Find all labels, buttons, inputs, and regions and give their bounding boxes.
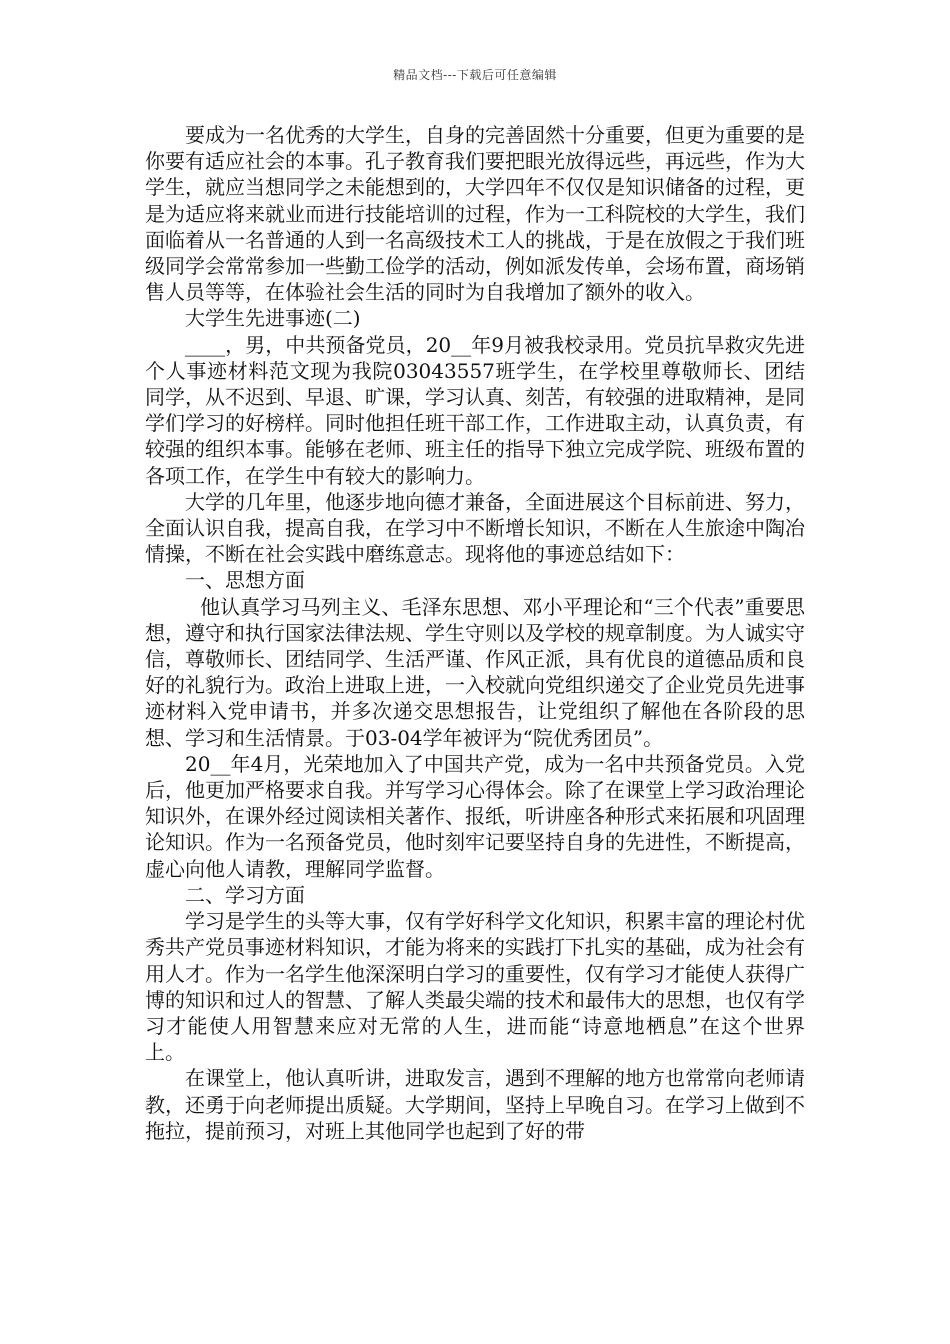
section-heading: 一、思想方面 <box>185 568 305 593</box>
paragraph: 他认真学习马列主义、毛泽东思想、邓小平理论和“三个代表”重要思想，遵守和执行国家法律法规、学生守则以及学校的规章制度。为人诚实守信，尊敬师长、团结同学、生活严谨、作风正派，具有优良的道德品质和良好的礼貌行为。政治上进取上进，一入校就向党组织递交了企业党员先进事迹材料入党申请书，并多次递交思想报告，让党组织了解他在各阶段的思想、学习和生活情景。于03-04学年被评为“院优秀团员”。 <box>145 594 805 750</box>
paragraph: 在课堂上，他认真听讲，进取发言，遇到不理解的地方也常常向老师请教，还勇于向老师提出质疑。大学期间，坚持上早晚自习。在学习上做到不拖拉，提前预习，对班上其他同学也起到了好的带 <box>145 1066 805 1143</box>
paragraph: 要成为一名优秀的大学生，自身的完善固然十分重要，但更为重要的是你要有适应社会的本事。孔子教育我们要把眼光放得远些，再远些，作为大学生，就应当想同学之未能想到的，大学四年不仅仅是知识储备的过程，更是为适应将来就业而进行技能培训的过程，作为一工科院校的大学生，我们面临着从一名普通的人到一名高级技术工人的挑战，于是在放假之于我们班级同学会常常参加一些勤工俭学的活动，例如派发传单，会场布置，商场销售人员等等，在体验社会生活的同时为自我增加了额外的收入。 <box>145 123 805 305</box>
paragraph: ____，男，中共预备党员，20__年9月被我校录用。党员抗旱救灾先进个人事迹材料范文现为我院03043557班学生，在学校里尊敬师长、团结同学，从不迟到、早退、旷课，学习认真、刻苦，有较强的进取精神，是同学们学习的好榜样。同时他担任班干部工作，工作进取主动，认真负责，有较强的组织本事。能够在老师、班主任的指导下独立完成学院、班级布置的各项工作，在学生中有较大的影响力。 <box>145 332 805 488</box>
paragraph: 20__年4月，光荣地加入了中国共产党，成为一名中共预备党员。入党后，他更加严格要求自我。并写学习心得体会。除了在课堂上学习政治理论知识外，在课外经过阅读相关著作、报纸，听讲座各种形式来拓展和巩固理论知识。作为一名预备党员，他时刻牢记要坚持自身的先进性，不断提高，虚心向他人请教，理解同学监督。 <box>145 751 805 881</box>
section-heading: 二、学习方面 <box>185 882 305 907</box>
paragraph: 大学的几年里，他逐步地向德才兼备，全面进展这个目标前进、努力，全面认识自我，提高自我，在学习中不断增长知识，不断在人生旅途中陶冶情操，不断在社会实践中磨练意志。现将他的事迹总结如下： <box>145 489 805 567</box>
page-header: 精品文档---下载后可任意编辑 <box>393 68 557 82</box>
section-title: 大学生先进事迹(二) <box>185 306 361 331</box>
paragraph: 学习是学生的头等大事，仅有学好科学文化知识，积累丰富的理论村优秀共产党员事迹材料知识，才能为将来的实践打下扎实的基础，成为社会有用人才。作为一名学生他深深明白学习的重要性，仅有学习才能使人获得广博的知识和过人的智慧、了解人类最尖端的技术和最伟大的思想，也仅有学习才能使人用智慧来应对无常的人生，进而能“诗意地栖息”在这个世界上。 <box>145 909 805 1065</box>
document-body <box>145 122 805 1144</box>
